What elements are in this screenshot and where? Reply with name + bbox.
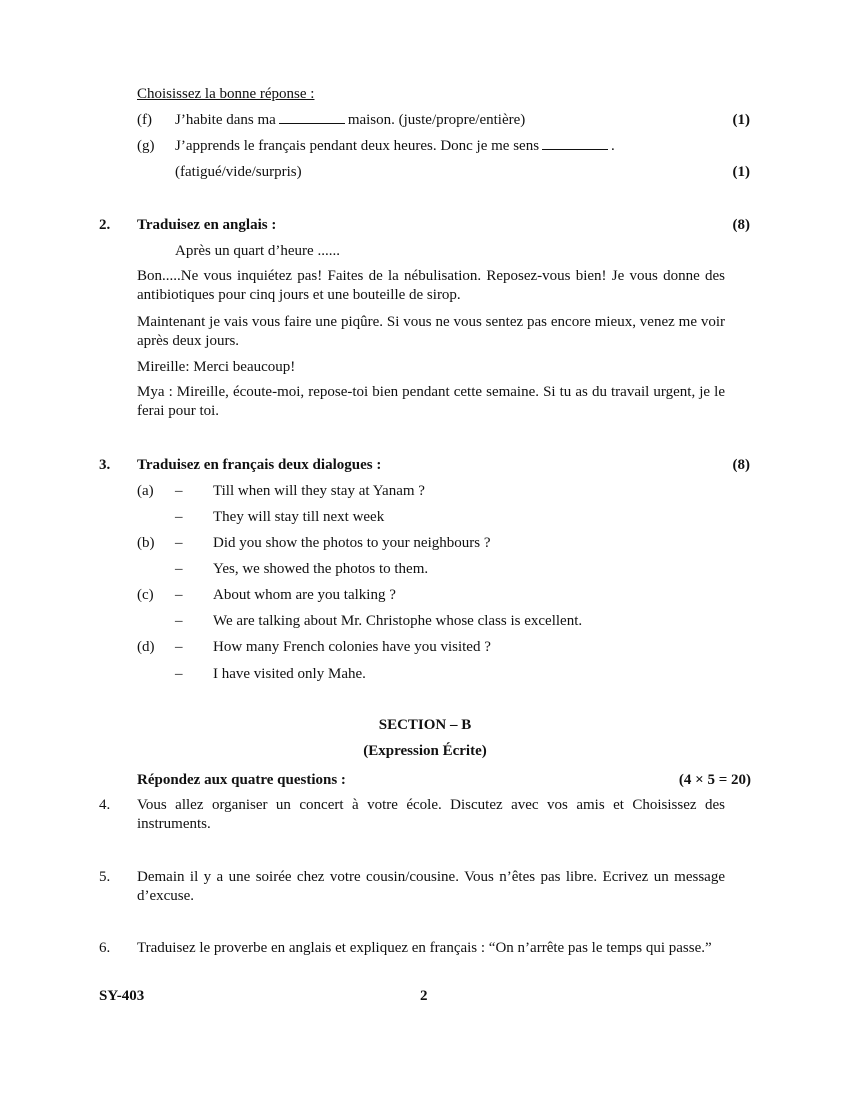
paper-code: SY-403 [99,988,145,1004]
answer-blank [279,111,345,124]
question-text: Vous allez organiser un concert à votre école. Discutez avec vos amis et Choisissez des instruments. [137,797,725,832]
dialogue-dash: – [175,535,183,551]
q3-title: Traduisez en français deux dialogues : [137,457,382,473]
item-g-options: (fatigué/vide/surpris) [175,164,302,180]
question-number: 4. [99,797,111,813]
q2-line: Après un quart d’heure ...... [175,243,340,259]
q2-line: Mya : Mireille, écoute-moi, repose-toi bien pendant cette semaine. Si tu as du travail urgent, je le ferai pour toi. [137,384,725,419]
dialogue-dash: – [175,561,183,577]
section-instruction: Répondez aux quatre questions : [137,772,346,788]
dialogue-line: How many French colonies have you visited ? [213,639,491,655]
question-number: 5. [99,869,111,885]
item-g-after: . [611,138,615,154]
item-f-after: maison. (juste/propre/entière) [347,112,526,128]
q3-number: 3. [99,457,111,473]
q2-title: Traduisez en anglais : [137,217,277,233]
choose-heading: Choisissez la bonne réponse : [137,86,315,102]
dialogue-line: I have visited only Mahe. [213,666,366,682]
q3-item-label: (c) [137,587,154,603]
section-marks: (4 × 5 = 20) [678,772,751,788]
q3-item-label: (b) [137,535,155,551]
q2-number: 2. [99,217,111,233]
q2-line: Maintenant je vais vous faire une piqûre. Si vous ne vous sentez pas encore mieux, venez me voir après deux jours. [137,314,725,349]
question-text: Traduisez le proverbe en anglais et expliquez en français : “On n’arrête pas le temps qui passe.” [137,940,712,956]
q2-marks: (8) [732,217,750,233]
dialogue-dash: – [175,613,183,629]
item-g-text [175,137,615,156]
q2-line: Bon.....Ne vous inquiétez pas! Faites de la nébulisation. Reposez-vous bien! Je vous donne des antibiotiques pour cinq jours et une bouteille de sirop. [137,268,725,303]
dialogue-dash: – [175,483,183,499]
item-f-marks: (1) [732,112,750,128]
dialogue-line: Till when will they stay at Yanam ? [213,483,425,499]
q3-item-label: (d) [137,639,155,655]
item-f-label: (f) [137,112,152,128]
page-number: 2 [420,988,428,1004]
item-g-before: J’apprends le français pendant deux heures. Donc je me sens [175,138,540,154]
item-f-text [175,111,525,130]
answer-blank [542,137,608,150]
dialogue-line: About whom are you talking ? [213,587,396,603]
q3-item-label: (a) [137,483,154,499]
q2-line: Mireille: Merci beaucoup! [137,359,296,375]
q3-marks: (8) [732,457,750,473]
dialogue-dash: – [175,666,183,682]
dialogue-line: Did you show the photos to your neighbours ? [213,535,491,551]
item-g-marks: (1) [732,164,750,180]
section-title: SECTION – B [378,717,472,733]
dialogue-dash: – [175,639,183,655]
dialogue-line: We are talking about Mr. Christophe whose class is excellent. [213,613,583,629]
question-text: Demain il y a une soirée chez votre cousin/cousine. Vous n’êtes pas libre. Ecrivez un message d’excuse. [137,869,725,904]
item-g-label: (g) [137,138,155,154]
section-subtitle: (Expression Écrite) [363,743,487,759]
question-number: 6. [99,940,111,956]
dialogue-line: They will stay till next week [213,509,385,525]
dialogue-line: Yes, we showed the photos to them. [213,561,429,577]
item-f-before: J’habite dans ma [175,112,276,128]
dialogue-dash: – [175,509,183,525]
dialogue-dash: – [175,587,183,603]
